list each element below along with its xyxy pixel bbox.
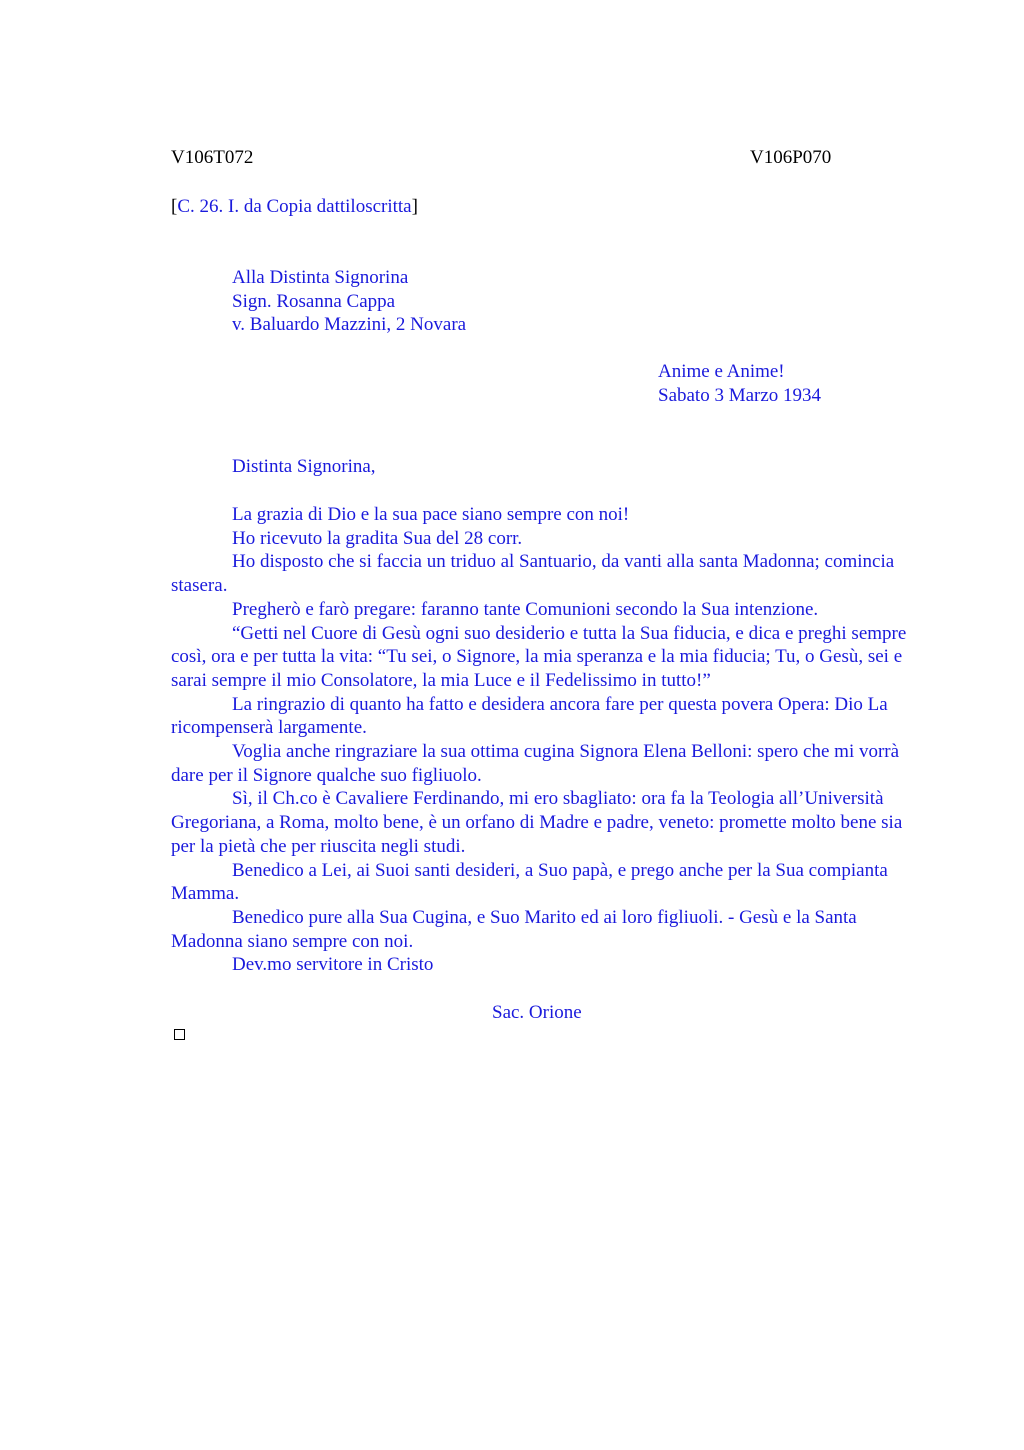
recipient-line-2: Sign. Rosanna Cappa: [232, 290, 396, 312]
document-code-right: V106P070: [750, 147, 832, 168]
body-paragraph-11: Dev.mo servitore in Cristo: [232, 954, 434, 976]
letter-body: [171, 503, 931, 977]
dateline-motto: Anime e Anime!: [658, 361, 785, 382]
dateline-date: Sabato 3 Marzo 1934: [658, 384, 822, 406]
source-note-open-bracket: [: [171, 196, 178, 217]
end-marker-box-icon: [174, 1029, 185, 1040]
source-note-text: C. 26. I. da Copia dattiloscritta: [177, 196, 412, 217]
salutation: Distinta Signorina,: [232, 456, 376, 477]
body-paragraph-9: Benedico a Lei, ai Suoi santi desideri, a Suo papà, e prego anche per la Sua compianta Mamma.: [171, 859, 888, 905]
document-code-left: V106T072: [171, 147, 254, 168]
body-paragraph-3: Ho disposto che si faccia un triduo al Santuario, da vanti alla santa Madonna; comincia stasera.: [171, 551, 895, 597]
source-note: [171, 195, 418, 219]
signature: Sac. Orione: [492, 1002, 582, 1023]
body-paragraph-4: Pregherò e farò pregare: faranno tante Comunioni secondo la Sua intenzione.: [232, 598, 819, 620]
body-paragraph-8: Sì, il Ch.co è Cavaliere Ferdinando, mi ero sbagliato: ora fa la Teologia all’Università Gregoriana, a Roma, molto bene, è un orfano di Madre e padre, veneto: promette molto bene sia per la pietà che per riuscita negli studi.: [171, 788, 903, 857]
body-paragraph-10: Benedico pure alla Sua Cugina, e Suo Marito ed ai loro figliuoli. - Gesù e la Santa Madonna siano sempre con noi.: [171, 906, 857, 952]
body-paragraph-6: La ringrazio di quanto ha fatto e desidera ancora fare per questa povera Opera: Dio La ricompenserà largamente.: [171, 693, 888, 739]
recipient-line-3: v. Baluardo Mazzini, 2 Novara: [232, 314, 467, 336]
source-note-close-bracket: ]: [411, 196, 418, 217]
recipient-address: [232, 266, 466, 337]
body-paragraph-7: Voglia anche ringraziare la sua ottima cugina Signora Elena Belloni: spero che mi vorrà dare per il Signore qualche suo figliuolo.: [171, 741, 900, 786]
body-paragraph-2: Ho ricevuto la gradita Sua del 28 corr.: [232, 527, 523, 549]
body-paragraph-5: “Getti nel Cuore di Gesù ogni suo desiderio e tutta la Sua fiducia, e dica e preghi sempre così, ora e per tutta la vita: “Tu sei, o Signore, la mia speranza e la mia fiducia; Tu, o Gesù, sei e sarai sempre il mio Consolatore, la mia Luce e il Fedelissimo in tutto!”: [171, 622, 907, 691]
dateline: [658, 360, 821, 407]
body-paragraph-1: La grazia di Dio e la sua pace siano sempre con noi!: [232, 504, 630, 525]
recipient-line-1: Alla Distinta Signorina: [232, 267, 409, 288]
